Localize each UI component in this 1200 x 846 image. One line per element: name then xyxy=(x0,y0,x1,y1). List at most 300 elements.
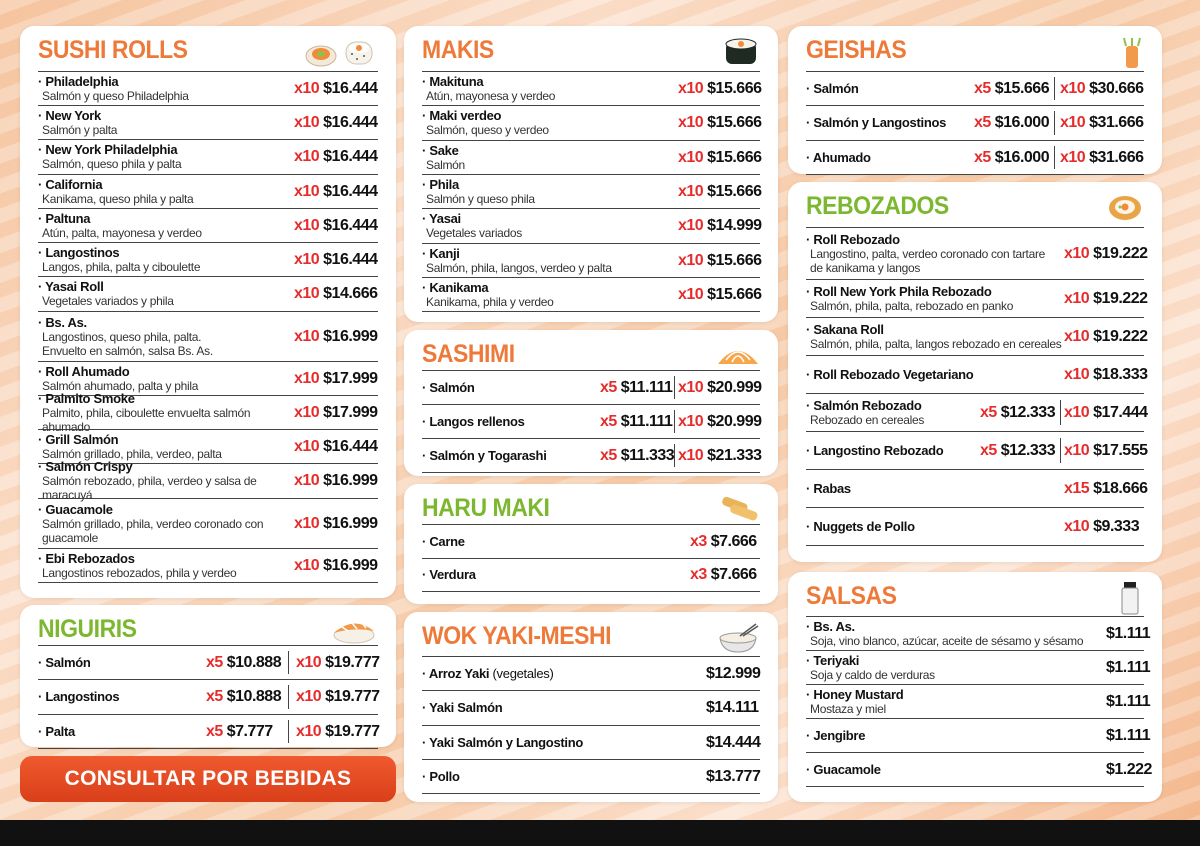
price-qty: x10 xyxy=(294,327,320,345)
menu-item-desc-cont: de kanikama y langos xyxy=(810,260,921,275)
price-price: $16.999 xyxy=(323,514,378,532)
price xyxy=(294,370,378,388)
price xyxy=(678,114,762,132)
price-x5-price: $10.888 xyxy=(226,653,282,671)
menu-item-row xyxy=(38,312,378,362)
price-x10-qty: x10 xyxy=(1060,79,1086,97)
price-qty: x10 xyxy=(678,217,704,234)
menu-item-row xyxy=(806,394,1148,432)
menu-item-name-text: · New York xyxy=(38,107,101,123)
menu-item-row xyxy=(422,371,760,405)
menu-item-text xyxy=(806,688,1106,716)
price-x5 xyxy=(600,447,674,465)
salsas-card xyxy=(788,572,1162,802)
price-price: $15.666 xyxy=(707,148,762,166)
menu-item-text xyxy=(422,770,672,784)
sushi-rolls-list xyxy=(38,71,378,583)
spring-roll-icon xyxy=(718,494,762,524)
price xyxy=(678,217,762,235)
price-x5-price: $7.777 xyxy=(226,722,273,740)
menu-item-name xyxy=(38,460,288,474)
menu-item-text xyxy=(806,323,1066,351)
price-x10-qty: x10 xyxy=(296,653,322,671)
menu-item-row xyxy=(422,405,760,439)
price-price: $15.666 xyxy=(707,285,762,303)
menu-item-text xyxy=(806,482,1066,496)
menu-item-name xyxy=(806,520,1066,534)
price-qty: x10 xyxy=(294,182,320,200)
menu-item-name xyxy=(422,178,672,192)
price xyxy=(1064,518,1139,536)
price xyxy=(1106,727,1150,745)
price-qty: x10 xyxy=(678,79,704,97)
price-x10 xyxy=(678,447,762,465)
menu-item-name-text: · Langos rellenos xyxy=(422,413,525,429)
menu-item-row xyxy=(806,719,1151,753)
menu-item-row xyxy=(806,685,1151,719)
haru-maki-list xyxy=(422,524,760,592)
price-x10 xyxy=(1060,114,1144,132)
price-x10-price: $19.777 xyxy=(325,688,380,705)
price-divider xyxy=(1060,438,1061,464)
price-qty: x10 xyxy=(294,285,320,302)
menu-item-desc: Kanikama, phila y verdeo xyxy=(426,294,554,309)
menu-item-desc: Salmón y palta xyxy=(42,122,118,137)
menu-item-desc: Salmón xyxy=(426,157,465,172)
menu-item-name-text: · California xyxy=(38,176,103,192)
menu-item-desc: Salmón y queso Philadelphia xyxy=(42,88,189,103)
rebozados-title: REBOZADOS xyxy=(806,192,949,220)
price-x5-qty: x5 xyxy=(600,412,617,430)
price-x10-price: $31.666 xyxy=(1089,114,1144,131)
menu-item-name-text: · Yaki Salmón xyxy=(422,700,503,715)
price xyxy=(678,80,762,98)
price-price: $16.444 xyxy=(323,113,378,131)
menu-item-name-text: · Salmón Crispy xyxy=(38,459,133,474)
menu-item-text xyxy=(422,178,672,206)
menu-item-row xyxy=(422,657,760,691)
menu-item-name xyxy=(38,178,288,192)
menu-item-row xyxy=(806,106,1144,141)
price-price: $16.444 xyxy=(323,216,378,234)
wok-card xyxy=(404,612,778,802)
price-qty: x10 xyxy=(678,114,704,131)
price-x10-qty: x10 xyxy=(678,446,704,464)
price-x5-price: $12.333 xyxy=(1000,441,1056,459)
menu-item-text xyxy=(38,280,288,308)
menu-item-name xyxy=(806,482,1066,496)
price-price: $17.999 xyxy=(323,369,378,387)
uramaki-icon xyxy=(342,36,376,68)
menu-item-name xyxy=(422,770,672,784)
menu-item-desc: Salmón, phila, palta, langos rebozado en cereales xyxy=(810,336,1062,351)
menu-item-name-text: · Honey Mustard xyxy=(806,686,904,702)
menu-item-desc: Palmito, phila, ciboulette envuelta salmón ahumado xyxy=(42,405,251,434)
salsas-title: SALSAS xyxy=(806,582,897,610)
price-qty: x10 xyxy=(1064,244,1090,262)
price xyxy=(706,768,760,786)
menu-item-desc: Langostinos rebozados, phila y verdeo xyxy=(42,565,237,580)
menu-item-text xyxy=(38,109,288,137)
menu-item-desc: Langostino, palta, verdeo coronado con tartare xyxy=(810,246,1046,261)
price-x5-price: $12.333 xyxy=(1000,403,1056,421)
menu-item-name-text: · Nuggets de Pollo xyxy=(806,518,915,534)
menu-item-name-text: · Salmón y Togarashi xyxy=(422,447,547,463)
menu-item-desc: Soja y caldo de verduras xyxy=(810,667,935,682)
menu-item-name-text: · Ahumado xyxy=(806,149,871,165)
menu-item-row xyxy=(38,72,378,106)
menu-item-row xyxy=(422,760,760,794)
menu-item-name-text: · Guacamole xyxy=(38,501,113,517)
menu-item-name-text: · Roll New York Phila Rebozado xyxy=(806,283,992,299)
menu-item-name-text: · Carne xyxy=(422,533,465,549)
menu-item-desc: Salmón, phila, palta, rebozado en panko xyxy=(810,298,1014,313)
price-price: $16.999 xyxy=(323,472,378,489)
wok-list xyxy=(422,656,760,794)
price-divider xyxy=(288,651,289,674)
menu-item-name xyxy=(38,75,288,89)
menu-item-row xyxy=(806,651,1151,685)
price-x5-qty: x5 xyxy=(974,148,991,166)
menu-item-desc: Mostaza y miel xyxy=(810,701,886,716)
menu-item-name xyxy=(422,75,672,89)
price-value: $14.444 xyxy=(706,733,761,751)
menu-item-text xyxy=(806,654,1106,682)
price-price: $17.999 xyxy=(323,403,378,421)
menu-item-name xyxy=(38,212,288,226)
menu-item-name-text: · Pollo xyxy=(422,768,460,784)
menu-item-desc-cont: Envuelto en salmón, salsa Bs. As. xyxy=(42,343,213,358)
geishas-list xyxy=(806,71,1144,175)
menu-item-name-text: · Teriyaki xyxy=(806,652,860,668)
price-qty: x10 xyxy=(294,369,320,387)
price-x10-qty: x10 xyxy=(678,378,704,396)
price-price: $7.666 xyxy=(710,532,757,550)
menu-item-row xyxy=(38,646,378,680)
niguiris-title: NIGUIRIS xyxy=(38,615,137,643)
price xyxy=(1064,366,1148,384)
menu-item-name-text: · Bs. As. xyxy=(38,314,87,330)
price-price: $15.666 xyxy=(707,114,762,131)
price xyxy=(294,80,378,98)
menu-item-name-text: · Sakana Roll xyxy=(806,321,884,337)
menu-item-row xyxy=(38,459,378,502)
menu-item-name xyxy=(806,323,1066,337)
price-x10-price: $20.999 xyxy=(707,412,762,430)
menu-item-desc: Rebozado en cereales xyxy=(810,412,925,427)
menu-item-name-text: · Paltuna xyxy=(38,210,91,226)
price xyxy=(706,734,760,752)
price-qty: x3 xyxy=(690,532,707,550)
menu-item-name-text: · Ebi Rebozados xyxy=(38,550,135,566)
menu-item-row xyxy=(38,499,378,549)
sashimi-title: SASHIMI xyxy=(422,340,515,368)
price-qty: x10 xyxy=(294,472,320,489)
price-x5-price: $11.111 xyxy=(620,378,673,396)
menu-item-name-text: · New York Philadelphia xyxy=(38,142,178,157)
price-qty: x10 xyxy=(294,216,320,234)
menu-item-name xyxy=(806,654,1106,668)
fried-roll-icon xyxy=(1106,192,1144,222)
menu-item-text xyxy=(422,701,672,715)
price xyxy=(1064,290,1148,308)
menu-item-text xyxy=(806,729,1106,743)
menu-item-name-text: · Roll Ahumado xyxy=(38,363,130,379)
price-x5-qty: x5 xyxy=(206,653,223,671)
price-divider xyxy=(1054,146,1055,169)
price-x10-qty: x10 xyxy=(678,412,704,430)
price-x5 xyxy=(206,654,281,672)
maki-icon xyxy=(722,36,760,68)
geisha-icon xyxy=(1120,36,1144,70)
price xyxy=(1106,625,1150,643)
price-qty: x10 xyxy=(1064,365,1090,383)
price-price: $15.666 xyxy=(707,79,762,97)
makis-title: MAKIS xyxy=(422,36,494,64)
menu-item-name-text: · Yasai xyxy=(422,211,461,226)
price-x5-price: $15.666 xyxy=(994,79,1050,97)
menu-item-desc: Salmón, phila, langos, verdeo y palta xyxy=(426,260,612,275)
price-x10-price: $30.666 xyxy=(1089,79,1144,97)
menu-item-text xyxy=(422,144,672,172)
price-price: $19.222 xyxy=(1093,289,1148,307)
menu-item-name-text: · Palmito Smoke xyxy=(38,390,135,406)
menu-item-name xyxy=(38,143,288,157)
menu-item-name-text: · Philadelphia xyxy=(38,73,119,89)
price-divider xyxy=(288,720,289,743)
menu-item-row xyxy=(38,390,378,434)
price-price: $19.222 xyxy=(1093,327,1148,345)
menu-item-name-text: · Arroz Yaki xyxy=(422,665,490,681)
menu-item-name-text: · Salmón xyxy=(806,80,859,96)
price-value: $1.111 xyxy=(1106,624,1151,642)
menu-item-text xyxy=(422,75,672,103)
price-x10 xyxy=(296,688,380,706)
price-price: $16.999 xyxy=(323,327,378,345)
menu-item-row xyxy=(806,141,1144,175)
menu-item-name-text: · Rabas xyxy=(806,480,851,496)
price xyxy=(294,217,378,235)
price-qty: x10 xyxy=(678,182,704,200)
price xyxy=(706,699,759,717)
menu-item-row xyxy=(422,278,760,312)
menu-item-text xyxy=(806,368,1066,382)
price-price: $15.666 xyxy=(707,182,762,200)
price-x5 xyxy=(980,442,1055,460)
price-price: $14.666 xyxy=(323,285,378,302)
menu-item-name xyxy=(422,568,672,582)
menu-item-text xyxy=(806,620,1106,648)
price-price: $16.444 xyxy=(323,148,378,165)
price xyxy=(294,148,378,166)
price-value: $1.111 xyxy=(1106,658,1151,676)
consultar-bebidas-button[interactable]: CONSULTAR POR BEBIDAS xyxy=(20,756,396,802)
price-price: $18.333 xyxy=(1093,365,1148,383)
price-qty: x10 xyxy=(294,79,320,97)
price xyxy=(1106,761,1152,779)
price-x10-price: $31.666 xyxy=(1089,148,1144,166)
price xyxy=(706,665,760,683)
menu-item-name-extra: (vegetales) xyxy=(489,665,554,681)
menu-item-name-text: · Maki verdeo xyxy=(422,108,502,123)
menu-item-name-text: · Langostinos xyxy=(38,689,120,704)
price xyxy=(690,533,757,551)
price xyxy=(1064,328,1148,346)
price xyxy=(1064,480,1148,498)
price-qty: x10 xyxy=(678,285,704,303)
price-value: $1.111 xyxy=(1106,692,1151,710)
nigiri-icon xyxy=(330,613,378,645)
price-divider xyxy=(1060,400,1061,426)
price-price: $19.222 xyxy=(1093,244,1148,262)
menu-item-text xyxy=(422,667,672,681)
price-qty: x15 xyxy=(1064,479,1090,497)
menu-item-text xyxy=(422,247,672,275)
price-qty: x10 xyxy=(678,251,704,269)
menu-item-text xyxy=(38,552,288,580)
menu-item-text xyxy=(38,316,288,358)
menu-item-name xyxy=(806,285,1066,299)
menu-item-row xyxy=(806,280,1148,318)
menu-item-text xyxy=(38,75,288,103)
price-qty: x10 xyxy=(294,250,320,268)
menu-item-desc: Atún, mayonesa y verdeo xyxy=(426,88,556,103)
price-x10 xyxy=(296,723,380,741)
price-x10-price: $17.444 xyxy=(1093,403,1148,421)
menu-item-text xyxy=(806,520,1066,534)
menu-item-name xyxy=(422,535,672,549)
price-qty: x10 xyxy=(1064,517,1090,535)
menu-item-name-text: · Guacamole xyxy=(806,761,881,777)
menu-item-name xyxy=(38,246,288,260)
rebozados-card xyxy=(788,182,1162,562)
price-x5 xyxy=(974,114,1049,132)
menu-item-name xyxy=(422,247,672,261)
price-x10 xyxy=(1064,404,1148,422)
menu-item-name-text: · Bs. As. xyxy=(806,618,855,634)
price-price: $16.444 xyxy=(323,250,378,268)
price xyxy=(294,404,378,422)
menu-item-text xyxy=(806,285,1066,313)
price-value: $12.999 xyxy=(706,664,761,682)
menu-item-name xyxy=(38,316,288,330)
menu-item-name xyxy=(422,212,672,226)
menu-item-name-text: · Salmón xyxy=(38,654,91,670)
menu-item-name xyxy=(422,667,672,681)
menu-item-row xyxy=(806,508,1144,546)
menu-item-text xyxy=(38,212,288,240)
price-qty: x10 xyxy=(294,514,320,532)
menu-item-text xyxy=(38,433,288,461)
price-divider xyxy=(674,410,675,433)
price xyxy=(294,183,378,201)
price-x10 xyxy=(1060,80,1144,98)
price-x10-qty: x10 xyxy=(1060,114,1086,131)
price-x10-qty: x10 xyxy=(296,688,322,705)
menu-item-name-text: · Salmón y Langostinos xyxy=(806,115,947,130)
menu-item-name-text: · Palta xyxy=(38,723,75,739)
menu-item-row xyxy=(806,617,1151,651)
price-price: $16.444 xyxy=(323,182,378,200)
menu-item-name-text: · Langostino Rebozado xyxy=(806,442,944,458)
menu-item-desc: Salmón grillado, phila, verdeo coronado con xyxy=(42,516,264,531)
menu-item-name-text: · Jengibre xyxy=(806,727,866,743)
price-x10-qty: x10 xyxy=(1060,148,1086,166)
menu-item-row xyxy=(422,439,760,473)
menu-item-desc: Salmón y queso phila xyxy=(426,191,535,206)
menu-item-desc: Vegetales variados y phila xyxy=(42,294,174,308)
price-price: $14.999 xyxy=(707,217,762,234)
price-price: $16.444 xyxy=(323,79,378,97)
price-value: $1.222 xyxy=(1106,760,1152,778)
menu-item-row xyxy=(422,559,760,592)
price xyxy=(678,149,762,167)
price-x5 xyxy=(980,404,1055,422)
price-price: $18.666 xyxy=(1093,479,1148,497)
price xyxy=(678,286,762,304)
menu-item-row xyxy=(38,549,378,583)
menu-item-desc-cont: guacamole xyxy=(42,530,99,545)
menu-item-name xyxy=(806,688,1106,702)
menu-item-row xyxy=(422,726,760,760)
menu-item-text xyxy=(38,503,288,545)
menu-item-name xyxy=(38,433,288,447)
menu-item-text xyxy=(422,535,672,549)
menu-item-row xyxy=(422,175,760,209)
menu-item-desc: Kanikama, queso phila y palta xyxy=(42,191,194,206)
menu-item-row xyxy=(422,106,760,141)
price-qty: x10 xyxy=(294,437,320,455)
wok-title: WOK YAKI-MESHI xyxy=(422,622,612,650)
price-x10-price: $20.999 xyxy=(707,378,762,396)
price xyxy=(294,285,378,303)
menu-item-name xyxy=(422,736,672,750)
menu-item-name-text: · Salmón xyxy=(422,379,475,395)
price-x10-qty: x10 xyxy=(1064,441,1090,459)
menu-item-row xyxy=(38,277,378,312)
price-x10-price: $21.333 xyxy=(707,446,762,464)
price-divider xyxy=(1054,77,1055,100)
menu-item-name xyxy=(806,233,1066,247)
menu-item-name-text: · Phila xyxy=(422,176,459,192)
menu-item-name-text: · Sake xyxy=(422,142,459,158)
price xyxy=(1064,245,1148,263)
menu-item-name xyxy=(422,281,672,295)
sashimi-card xyxy=(404,330,778,476)
menu-item-row xyxy=(38,680,378,715)
price-x5-qty: x5 xyxy=(206,688,223,705)
menu-item-row xyxy=(806,318,1148,356)
menu-item-name xyxy=(38,392,288,406)
sauce-bottle-icon xyxy=(1118,580,1142,616)
price-x5-qty: x5 xyxy=(974,79,991,97)
price-x5-qty: x5 xyxy=(206,722,223,740)
price-x5 xyxy=(206,688,281,706)
rice-bowl-icon xyxy=(716,622,760,654)
menu-item-desc: Salmón, queso phila y palta xyxy=(42,157,182,171)
menu-item-text xyxy=(38,460,288,502)
makis-list xyxy=(422,71,760,312)
price-x10 xyxy=(1064,442,1148,460)
price-value: $13.777 xyxy=(706,767,761,785)
price-x5-qty: x5 xyxy=(600,378,617,396)
menu-item-row xyxy=(422,209,760,244)
price-qty: x10 xyxy=(294,403,320,421)
price-x5-price: $16.000 xyxy=(994,148,1050,166)
price xyxy=(294,251,378,269)
price-x5 xyxy=(600,413,672,431)
menu-item-name-text: · Makituna xyxy=(422,73,484,89)
